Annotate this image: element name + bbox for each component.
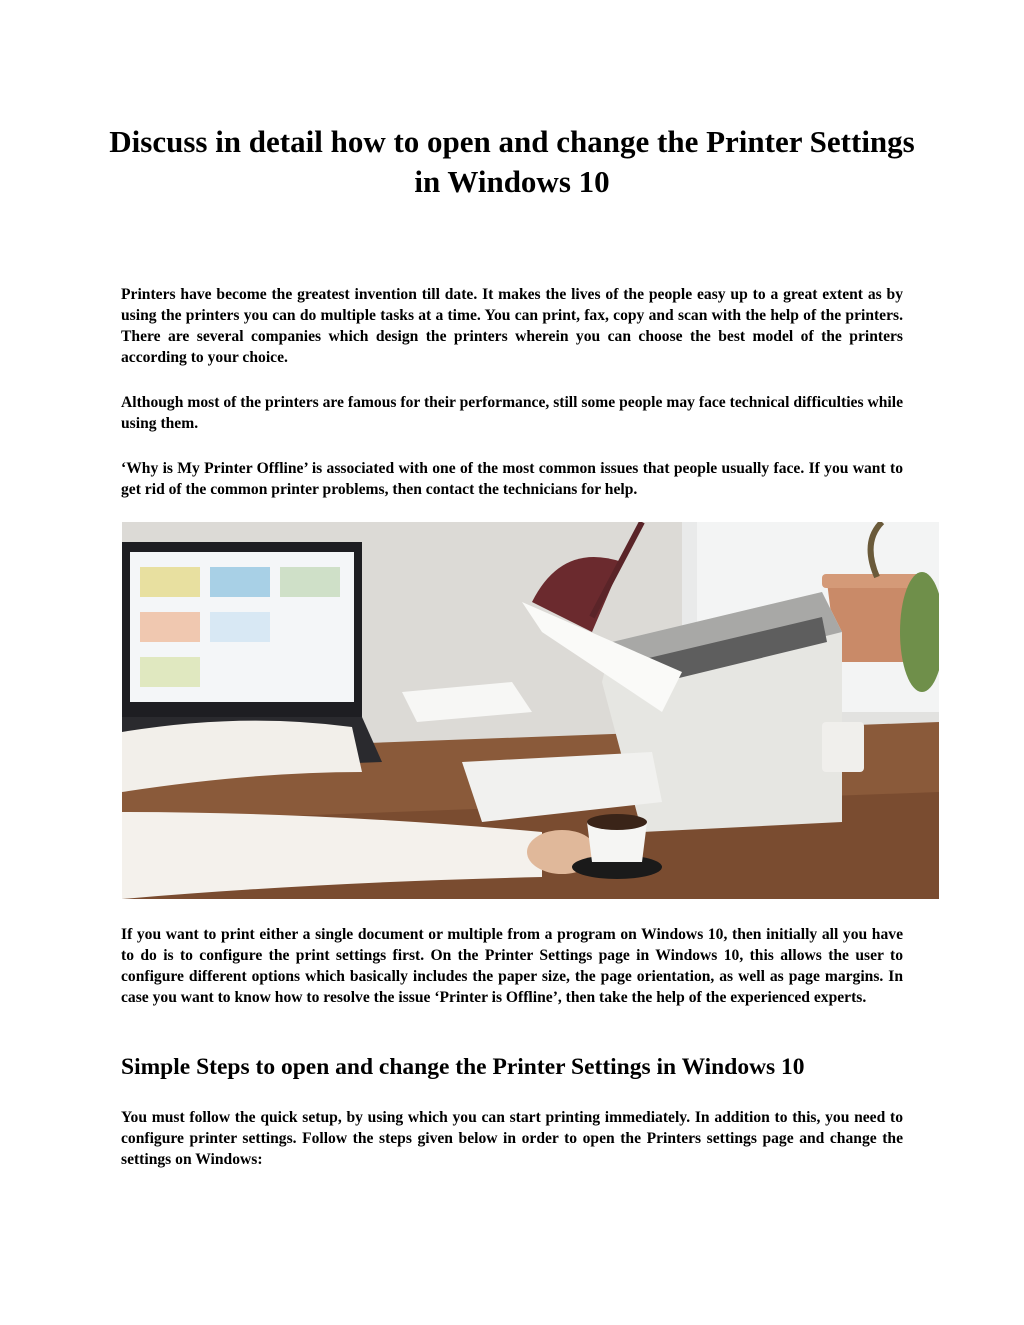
- intro-paragraph: Printers have become the greatest invention till date. It makes the lives of the people easy up to a great extent as by using the printers you can do multiple tasks at a time. You can print, fax, copy and scan with the help of the printers. There are several companies which design the printers wherein you can choose the best model of the printers according to your choice.: [121, 286, 903, 366]
- document-title: Discuss in detail how to open and change the Printer Settings in Windows 10: [109, 124, 915, 199]
- performance-paragraph: Although most of the printers are famous for their performance, still some people may face technical difficulties while using them.: [121, 394, 903, 432]
- printer-desk-photo: [122, 522, 939, 899]
- section-heading: Simple Steps to open and change the Printer Settings in Windows 10: [121, 1054, 805, 1080]
- section-paragraph: You must follow the quick setup, by using which you can start printing immediately. In addition to this, you need to configure printer settings. Follow the steps given below in order to open the Printers settings page and change the settings on Windows:: [121, 1109, 903, 1168]
- windows-settings-paragraph: If you want to print either a single document or multiple from a program on Windows 10, then initially all you have to do is to configure the print settings first. On the Printer Settings page in Windows 10, this allows the user to configure different options which basically includes the paper size, the page orientation, as well as page margins. In case you want to know how to resolve the issue ‘Printer is Offline’, then take the help of the experienced experts.: [121, 926, 903, 1006]
- offline-paragraph: ‘Why is My Printer Offline’ is associated with one of the most common issues that people usually face. If you want to get rid of the common printer problems, then contact the technicians for help.: [121, 460, 903, 498]
